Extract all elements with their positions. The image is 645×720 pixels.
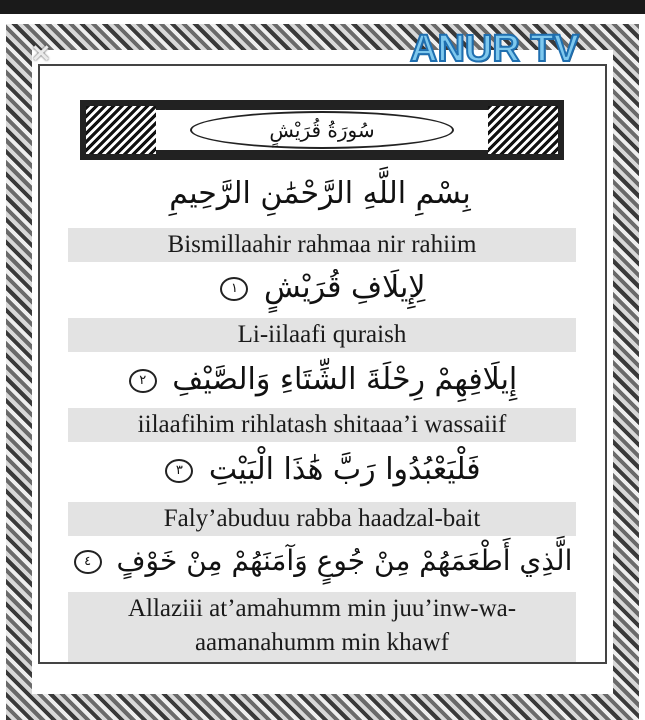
verse-4-transliteration-line-2: aamanahumm min khawf: [194, 629, 450, 656]
verse-4-arabic: [60, 544, 580, 577]
verse-2-transliteration: iilaafihim rihlatash shitaaa’i wassaiif: [68, 408, 576, 442]
top-status-bar: [0, 0, 645, 14]
close-icon[interactable]: ×: [30, 38, 52, 68]
verse-4-transliteration: [68, 592, 576, 662]
verse-1-number-icon: ١: [220, 277, 248, 301]
verse-3-arabic: [60, 452, 580, 487]
verse-3-transliteration: Faly’abuduu rabba haadzal-bait: [68, 502, 576, 536]
verse-2-number-icon: ٢: [129, 369, 157, 393]
verse-1-arabic: [60, 270, 580, 305]
verse-4-transliteration-line-1: Allaziii at’amahumm min juu’inw-wa-: [127, 595, 517, 622]
bismillah-transliteration: Bismillaahir rahmaa nir rahiim: [68, 228, 576, 262]
verse-2-text: إِيلَافِهِمْ رِحْلَةَ الشِّتَاءِ وَالصَّيْفِ: [172, 362, 518, 397]
verse-3-text: فَلْيَعْبُدُوا رَبَّ هَٰذَا الْبَيْتِ: [208, 452, 481, 487]
verse-2-arabic: [60, 362, 580, 397]
watermark-logo: ANUR TV: [410, 28, 579, 70]
verse-3-number-icon: ٣: [165, 459, 193, 483]
verse-4-text: الَّذِي أَطْعَمَهُمْ مِنْ جُوعٍ وَآمَنَهُمْ مِنْ خَوْفٍ: [116, 544, 573, 577]
verse-1-transliteration: Li-iilaafi quraish: [68, 318, 576, 352]
verse-1-text: لِإِيلَافِ قُرَيْشٍ: [264, 270, 426, 305]
bismillah-arabic: بِسْمِ اللَّهِ الرَّحْمَٰنِ الرَّحِيمِ: [169, 176, 471, 211]
surah-title-box: [80, 100, 564, 160]
surah-title: سُورَةُ قُرَيْشٍ: [190, 111, 454, 149]
verse-4-number-icon: ٤: [74, 550, 102, 574]
